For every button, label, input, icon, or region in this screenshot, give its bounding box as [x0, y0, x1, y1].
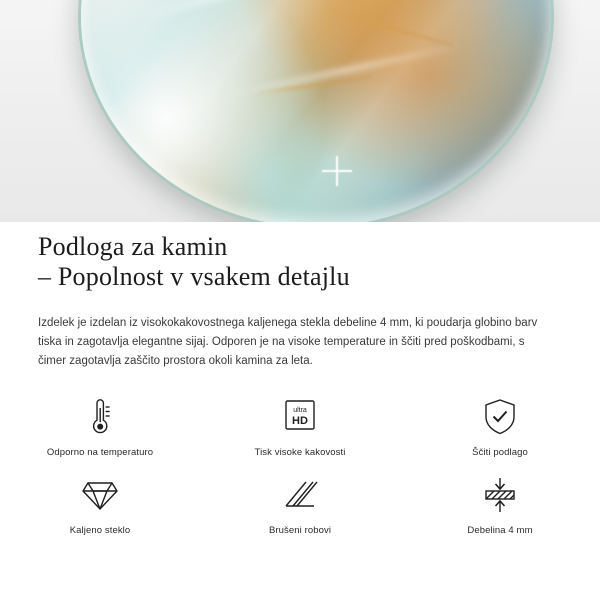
feature-label: Ščiti podlago	[472, 447, 528, 458]
polished-edges-icon	[280, 473, 320, 517]
feature-protects-surface	[400, 395, 600, 473]
thickness-arrows-icon	[480, 473, 520, 517]
feature-print-quality	[200, 395, 400, 473]
shield-check-icon	[481, 395, 519, 439]
feature-thickness	[400, 473, 600, 551]
ultra-hd-icon	[280, 395, 320, 439]
page-title	[38, 232, 566, 292]
glass-plate-product	[78, 0, 554, 222]
feature-temperature-resistant	[0, 395, 200, 473]
feature-label: Debelina 4 mm	[467, 525, 533, 536]
feature-polished-edges	[200, 473, 400, 551]
headline-line-1: Podloga za kamin	[38, 232, 228, 261]
feature-row-1	[0, 395, 600, 473]
svg-text:ultra: ultra	[293, 407, 307, 414]
feature-grid	[0, 395, 600, 551]
diamond-icon	[80, 473, 120, 517]
description-paragraph: Izdelek je izdelan iz visokokakovostnega kaljenega stekla debeline 4 mm, ki poudarja globino barv tiska in zagotavlja elegantne sijaj. Odporen je na visoke temperature in ščiti pred poškodbami, s čimer zagotavlja zaščito prostora okoli kamina za leta.	[38, 317, 538, 367]
feature-label: Tisk visoke kakovosti	[254, 447, 346, 458]
feature-row-2	[0, 473, 600, 551]
thermometer-icon	[83, 395, 117, 439]
feature-label: Odporno na temperaturo	[46, 447, 154, 458]
text-content	[38, 232, 566, 371]
headline-line-2: – Popolnost v vsakem detajlu	[38, 262, 350, 291]
feature-label: Kaljeno steklo	[69, 525, 131, 536]
feature-tempered-glass	[0, 473, 200, 551]
svg-text:HD: HD	[292, 415, 308, 427]
hero-image	[0, 0, 600, 222]
feature-label: Brušeni robovi	[268, 525, 332, 536]
